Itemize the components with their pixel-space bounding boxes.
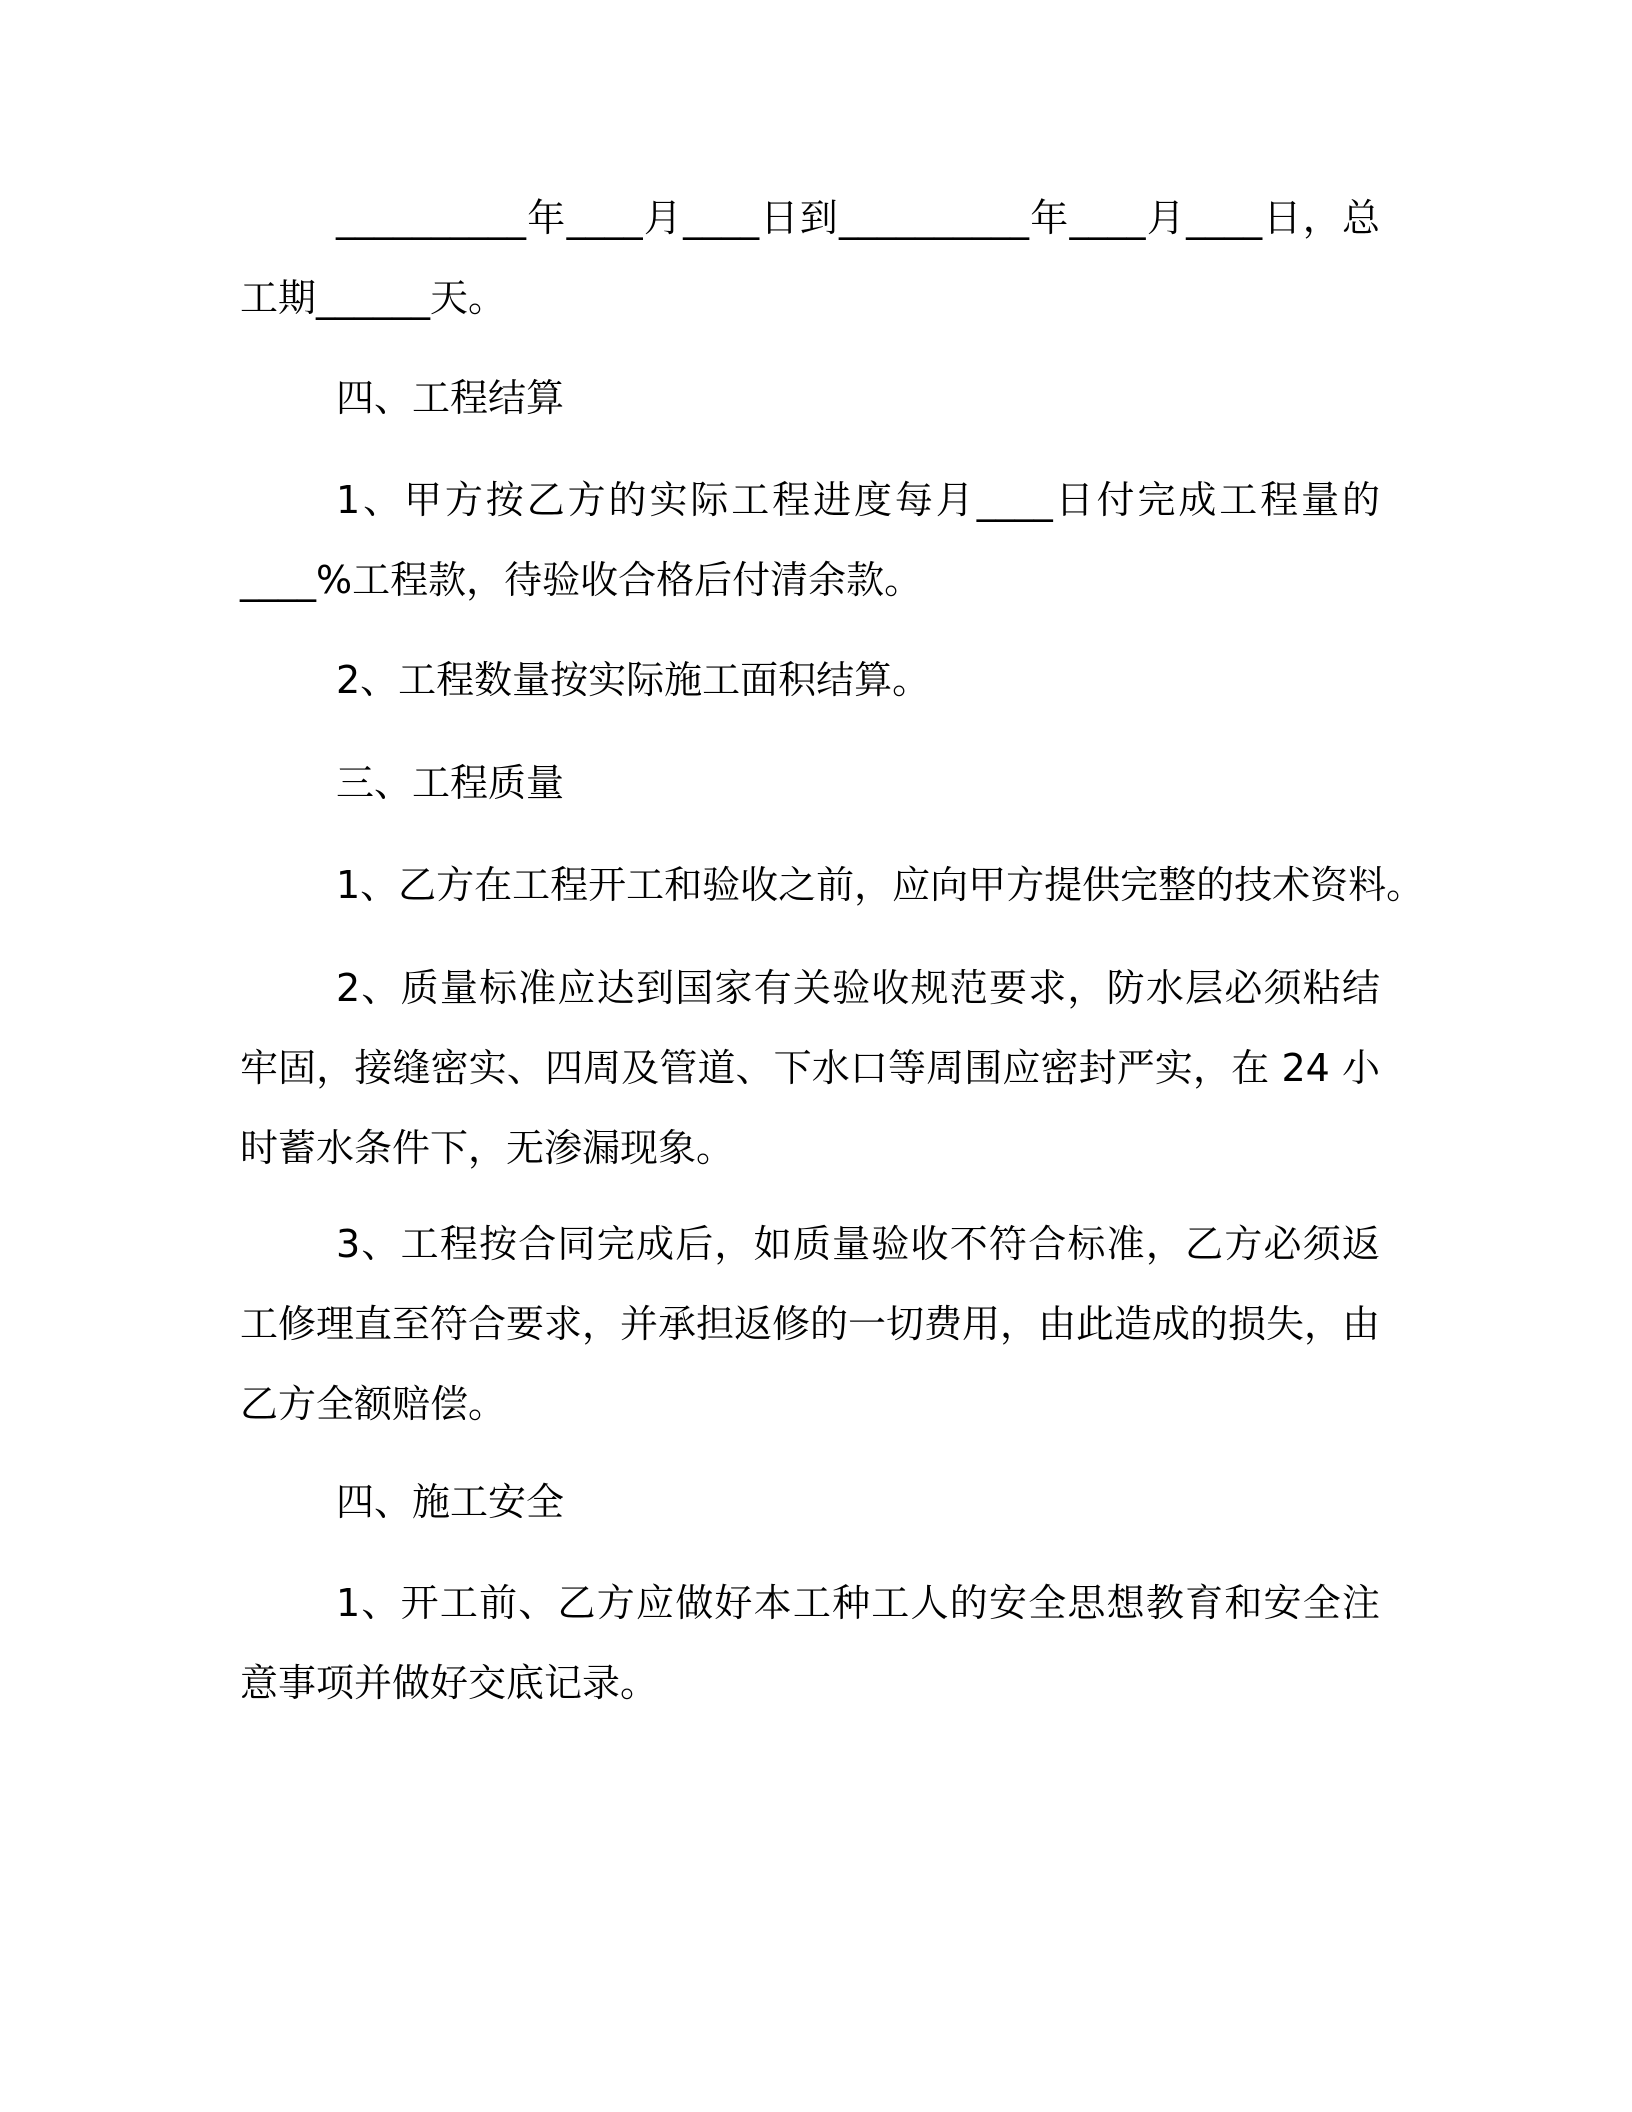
settlement-clause-1: 1、甲方按乙方的实际工程进度每月____日付完成工程量的____%工程款，待验收合格后付清余款。	[240, 478, 1380, 602]
section-heading-settlement: 四、工程结算	[336, 376, 565, 420]
construction-period-paragraph: __________年____月____日到__________年____月____日，总工期______天。	[240, 196, 1380, 320]
quality-clause-1: 1、乙方在工程开工和验收之前，应向甲方提供完整的技术资料。	[336, 863, 1425, 907]
quality-clause-2: 2、质量标准应达到国家有关验收规范要求，防水层必须粘结牢固，接缝密实、四周及管道、下水口等周围应密封严实，在 24 小时蓄水条件下，无渗漏现象。	[240, 966, 1380, 1170]
settlement-clause-2: 2、工程数量按实际施工面积结算。	[336, 658, 931, 702]
section-heading-quality: 三、工程质量	[336, 761, 565, 805]
section-heading-safety: 四、施工安全	[336, 1480, 565, 1524]
quality-clause-3: 3、工程按合同完成后，如质量验收不符合标准，乙方必须返工修理直至符合要求，并承担返修的一切费用，由此造成的损失，由乙方全额赔偿。	[240, 1222, 1381, 1426]
safety-clause-1: 1、开工前、乙方应做好本工种工人的安全思想教育和安全注意事项并做好交底记录。	[240, 1581, 1380, 1705]
